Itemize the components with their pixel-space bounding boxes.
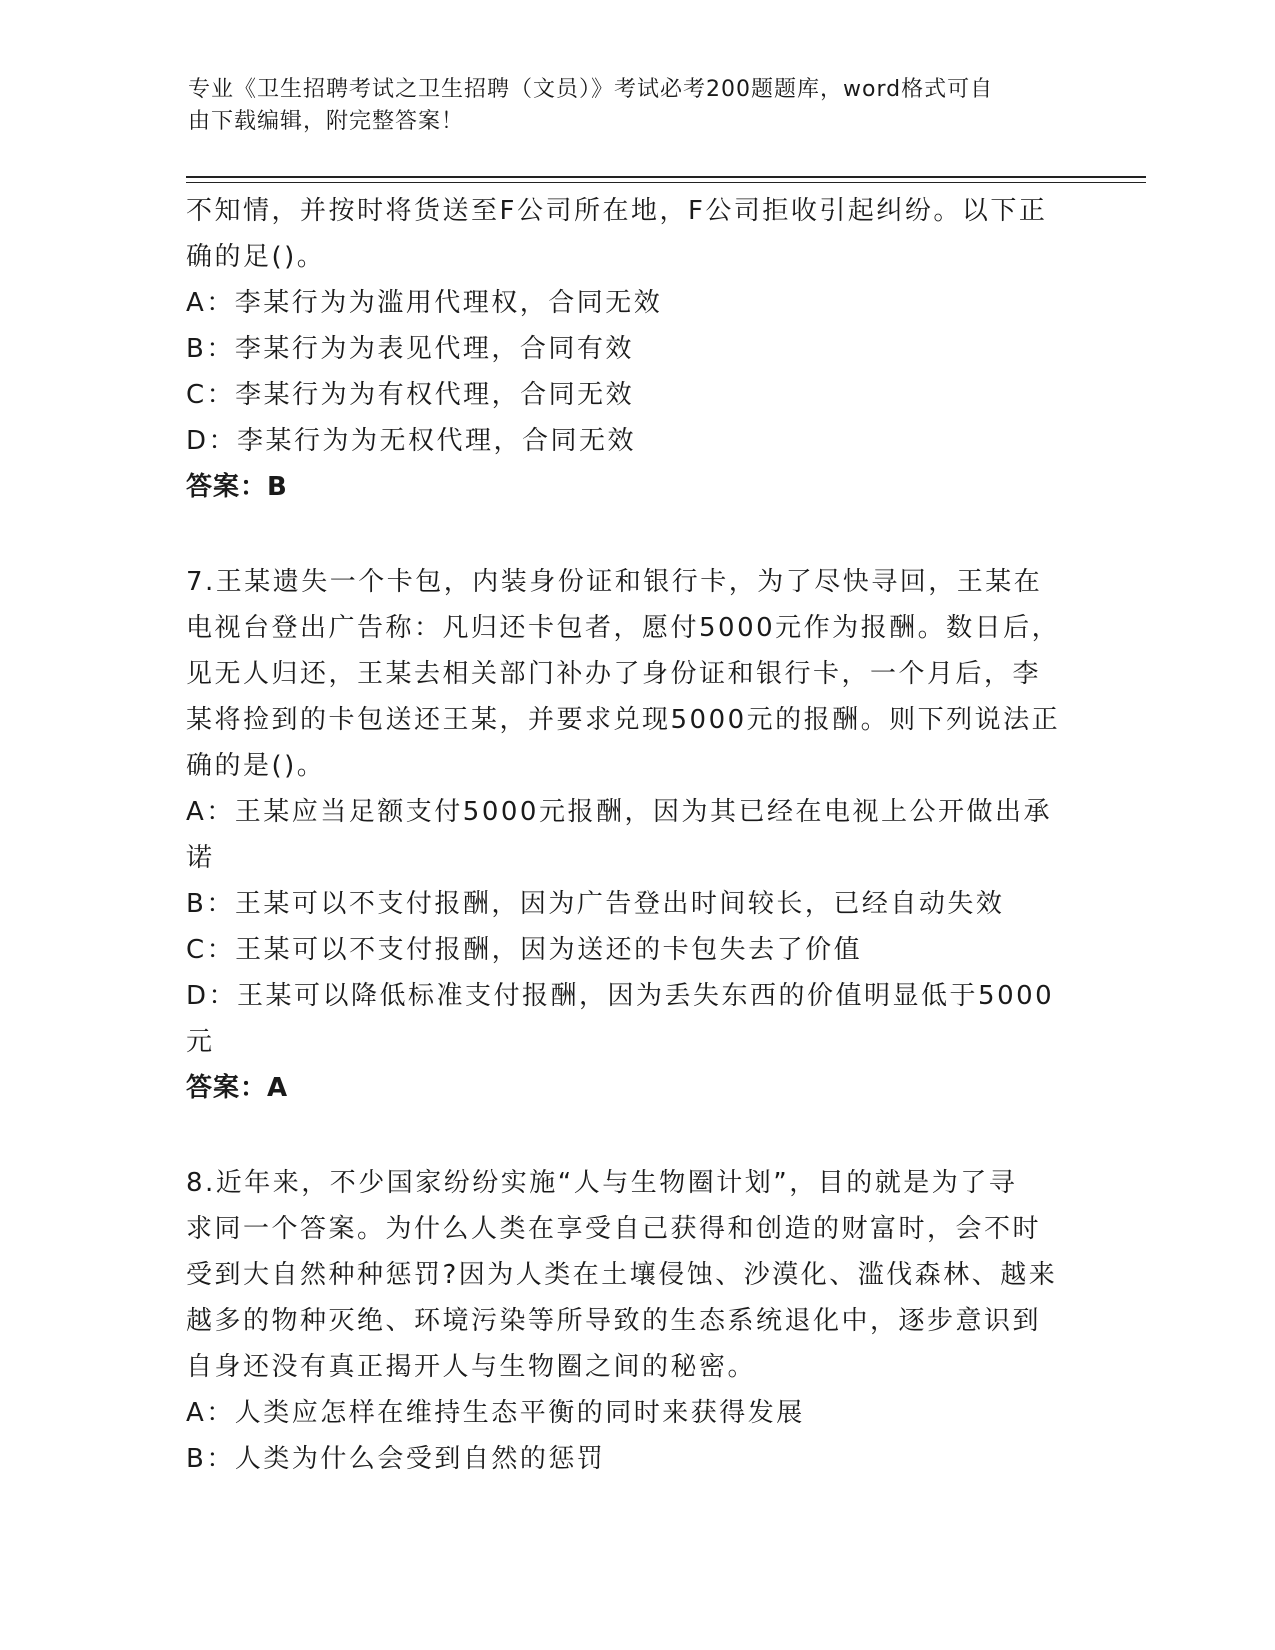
option-d: D：王某可以降低标准支付报酬，因为丢失东西的价值明显低于5000 (186, 981, 1055, 1011)
option-a: A：王某应当足额支付5000元报酬，因为其已经在电视上公开做出承 (186, 797, 1052, 827)
question-stem-line: 见无人归还，王某去相关部门补办了身份证和银行卡，一个月后，李 (186, 659, 1042, 689)
question-stem-line: 某将捡到的卡包送还王某，并要求兑现5000元的报酬。则下列说法正 (186, 705, 1061, 735)
question-6 (186, 188, 1086, 510)
question-stem-line: 不知情，并按时将货送至F公司所在地，F公司拒收引起纠纷。以下正 (186, 196, 1048, 226)
option-a-continued: 诺 (186, 843, 215, 873)
option-a: A：李某行为为滥用代理权，合同无效 (186, 288, 663, 318)
question-stem-line: 确的足()。 (186, 242, 326, 272)
option-c: C：王某可以不支付报酬，因为送还的卡包失去了价值 (186, 935, 863, 965)
question-stem-line: 自身还没有真正揭开人与生物圈之间的秘密。 (186, 1352, 757, 1382)
answer-label: 答案：A (186, 1073, 289, 1103)
option-c: C：李某行为为有权代理，合同无效 (186, 380, 635, 410)
header-divider-thin (186, 182, 1146, 183)
document-header (188, 74, 1068, 138)
question-stem-line: 8.近年来，不少国家纷纷实施“人与生物圈计划”，目的就是为了寻 (186, 1168, 1018, 1198)
header-divider-thick (186, 176, 1146, 178)
option-a: A：人类应怎样在维持生态平衡的同时来获得发展 (186, 1398, 805, 1428)
question-stem-line: 确的是()。 (186, 751, 326, 781)
option-b: B：人类为什么会受到自然的惩罚 (186, 1444, 606, 1474)
answer-label: 答案：B (186, 472, 288, 502)
question-stem-line: 电视台登出广告称：凡归还卡包者，愿付5000元作为报酬。数日后， (186, 613, 1061, 643)
header-title-line1: 专业《卫生招聘考试之卫生招聘（文员）》考试必考200题题库，word格式可自 (188, 77, 994, 102)
question-stem-line: 受到大自然种种惩罚?因为人类在土壤侵蚀、沙漠化、滥伐森林、越来 (186, 1260, 1058, 1290)
option-d: D：李某行为为无权代理，合同无效 (186, 426, 637, 456)
question-stem-line: 7.王某遗失一个卡包，内装身份证和银行卡，为了尽快寻回，王某在 (186, 567, 1043, 597)
question-stem-line: 求同一个答案。为什么人类在享受自己获得和创造的财富时，会不时 (186, 1214, 1042, 1244)
option-d-continued: 元 (186, 1027, 215, 1057)
header-title-line2: 由下载编辑，附完整答案！ (188, 109, 465, 134)
question-stem-line: 越多的物种灭绝、环境污染等所导致的生态系统退化中，逐步意识到 (186, 1306, 1042, 1336)
document-body (186, 188, 1086, 1482)
question-7 (186, 559, 1086, 1111)
option-b: B：李某行为为表见代理，合同有效 (186, 334, 634, 364)
option-b: B：王某可以不支付报酬，因为广告登出时间较长，已经自动失效 (186, 889, 1005, 919)
question-8 (186, 1160, 1086, 1482)
